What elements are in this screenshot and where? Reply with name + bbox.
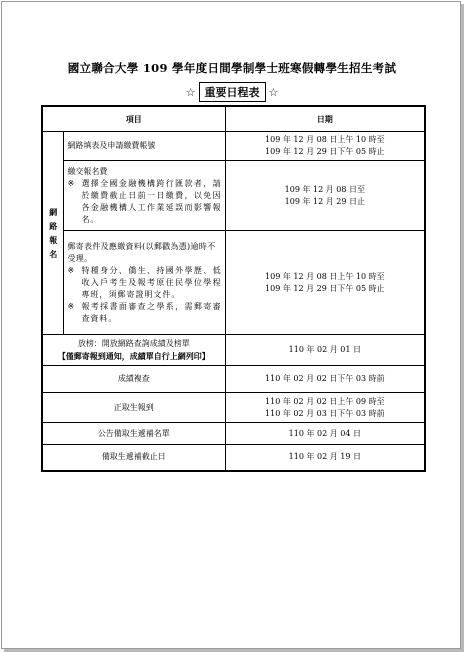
row-item: 成績複查: [42, 366, 225, 393]
note-mark-icon: ※: [67, 265, 75, 275]
schedule-table: [41, 105, 426, 472]
table-row: [42, 366, 425, 393]
table-header-row: [42, 106, 425, 132]
row-item: 網路填表及申請繳費帳號: [64, 132, 225, 161]
row-date: 110 年 02 月 01 日: [225, 335, 425, 366]
row-item: 放榜：開放網路查詢成績及榜單 【僅郵寄報到通知，成績單自行上網列印】: [42, 335, 225, 366]
header-date: 日期: [225, 106, 425, 132]
list-item: ※ 特種身分、僑生、持國外學歷、低收入戶考生及報考原住民學位學程專班，須郵寄證明文件。: [67, 265, 222, 299]
row-date: 110 年 02 月 19 日: [225, 445, 425, 471]
header-item: 項目: [42, 106, 225, 132]
group-label-online-registration: 網 路 報 名: [42, 132, 64, 335]
table-row: [42, 132, 425, 161]
row-date: 109 年 12 月 08 日上午 10 時至 109 年 12 月 29 日下午 05 時止: [225, 132, 425, 161]
note-mark-icon: ※: [67, 178, 75, 188]
row-date: 109 年 12 月 08 日上午 10 時至 109 年 12 月 29 日下午 05 時止: [225, 231, 425, 335]
star-right-icon: ☆: [268, 86, 279, 99]
note-mark-icon: ※: [67, 301, 75, 311]
table-row: [42, 423, 425, 445]
document-title: 國立聯合大學 109 學年度日間學制學士班寒假轉學生招生考試: [67, 61, 397, 75]
table-row: [42, 335, 425, 366]
row-item: 公告備取生遞補名單: [42, 423, 225, 445]
subtitle-boxed-label: 重要日程表: [199, 82, 266, 102]
row-date: 110 年 02 月 02 日下午 03 時前: [225, 366, 425, 393]
table-row: [42, 393, 425, 423]
list-item: ※ 選擇全國金融機構跨行匯款者，請於繳費截止日前一日繳費，以免因各金融機構人工作業延誤而影響報名。: [67, 178, 222, 224]
table-row: [42, 445, 425, 471]
row-item: 繳交報名費 ※ 選擇全國金融機構跨行匯款者，請於繳費截止日前一日繳費，以免因各金融機構人工作業延誤而影響報名。: [64, 161, 225, 231]
row-date: 110 年 02 月 04 日: [225, 423, 425, 445]
row-item: 備取生遞補截止日: [42, 445, 225, 471]
row-date: 109 年 12 月 08 日至 109 年 12 月 29 日止: [225, 161, 425, 231]
table-row: [42, 161, 425, 231]
schedule-subtitle: [0, 82, 464, 102]
table-row: [42, 231, 425, 335]
row-item: 郵寄表件及應繳資料(以郵戳為憑)逾時不受理。 ※ 特種身分、僑生、持國外學歷、低收入戶考生及報考原住民學位學程專班，須郵寄證明文件。 ※ 報考採書面審查之學系，需郵寄審查資料。: [64, 231, 225, 335]
row-item: 正取生報到: [42, 393, 225, 423]
list-item: ※ 報考採書面審查之學系，需郵寄審查資料。: [67, 301, 222, 323]
star-left-icon: ☆: [185, 86, 196, 99]
row-date: 110 年 02 月 02 日上午 09 時至 110 年 02 月 03 日下午 03 時前: [225, 393, 425, 423]
